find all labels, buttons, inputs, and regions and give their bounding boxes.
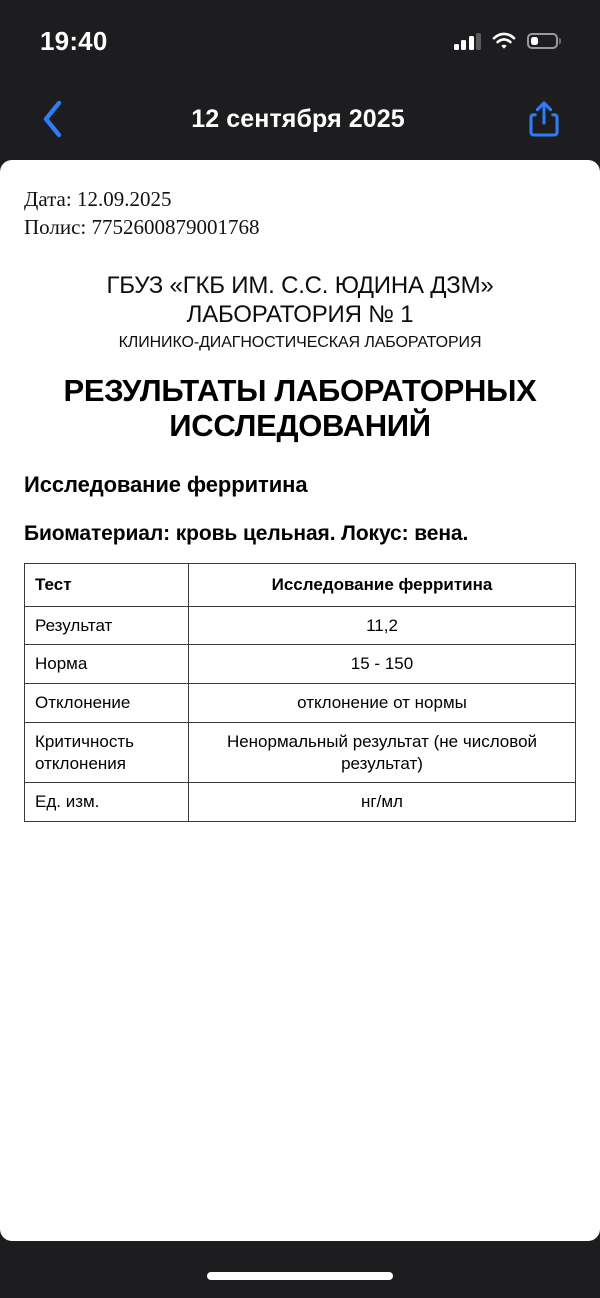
organization-block — [24, 272, 576, 353]
page-title: 12 сентября 2025 — [191, 104, 405, 133]
row-label-deviation: Отклонение — [25, 684, 189, 723]
home-indicator[interactable] — [207, 1272, 393, 1280]
share-button[interactable] — [520, 95, 568, 143]
row-value-units: нг/мл — [189, 783, 576, 822]
table-row — [25, 722, 576, 783]
table-row — [25, 645, 576, 684]
document-card — [0, 160, 600, 1241]
status-bar-time: 19:40 — [40, 26, 108, 56]
organization-name-line2: ЛАБОРАТОРИЯ № 1 — [186, 300, 414, 328]
table-header-label: Тест — [25, 563, 189, 606]
document-title: РЕЗУЛЬТАТЫ ЛАБОРАТОРНЫХ ИССЛЕДОВАНИЙ — [63, 373, 537, 444]
results-table — [24, 563, 576, 822]
row-value-result: 11,2 — [189, 606, 576, 645]
table-header-value: Исследование ферритина — [189, 563, 576, 606]
table-header-row — [25, 563, 576, 606]
status-bar-icons — [454, 28, 559, 50]
biomaterial-line: Биоматериал: кровь цельная. Локус: вена. — [24, 521, 469, 545]
battery-icon — [527, 33, 558, 49]
row-value-criticality: Ненормальный результат (не числовой результат) — [189, 722, 576, 783]
table-row — [25, 606, 576, 645]
cellular-signal-icon — [454, 33, 482, 50]
status-bar — [0, 0, 600, 78]
home-indicator-area — [0, 1241, 600, 1298]
row-label-units: Ед. изм. — [25, 783, 189, 822]
section-heading: Исследование ферритина — [24, 471, 308, 497]
organization-name-line1: ГБУЗ «ГКБ ИМ. С.С. ЮДИНА ДЗМ» — [106, 271, 494, 299]
row-value-norm: 15 - 150 — [189, 645, 576, 684]
document-policy-number: Полис: 7752600879001768 — [24, 214, 260, 239]
back-button[interactable] — [28, 95, 76, 143]
document-date: Дата: 12.09.2025 — [24, 187, 172, 211]
navigation-bar — [0, 78, 600, 160]
organization-subtitle: КЛИНИКО-ДИАГНОСТИЧЕСКАЯ ЛАБОРАТОРИЯ — [118, 334, 482, 352]
row-value-deviation: отклонение от нормы — [189, 684, 576, 723]
chevron-left-icon — [41, 100, 63, 138]
row-label-result: Результат — [25, 606, 189, 645]
table-row — [25, 684, 576, 723]
share-icon — [528, 100, 560, 138]
wifi-icon — [492, 32, 516, 50]
row-label-criticality: Критичность отклонения — [25, 722, 189, 783]
row-label-norm: Норма — [25, 645, 189, 684]
table-row — [25, 783, 576, 822]
